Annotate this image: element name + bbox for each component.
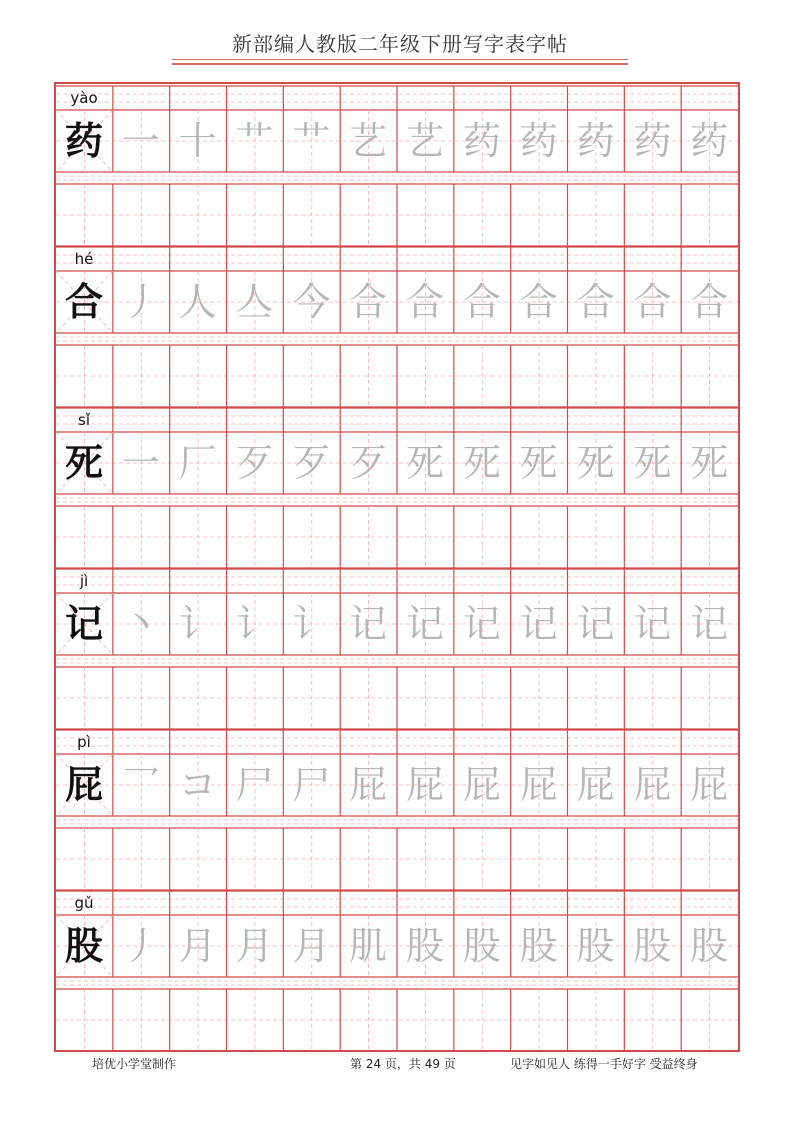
stroke-order-trace: 艹: [292, 119, 331, 163]
stroke-order-trace: 屁: [633, 763, 672, 807]
stroke-order-trace: 记: [690, 602, 729, 646]
stroke-order-trace: 记: [633, 602, 672, 646]
stroke-order-trace: 一: [121, 119, 160, 163]
stroke-order-trace: 合: [576, 280, 615, 324]
stroke-order-trace: 股: [519, 924, 558, 968]
stroke-order-trace: 肌: [349, 924, 388, 968]
footer-slogan: 见字如见人 练得一手好字 受益终身: [510, 1057, 698, 1071]
pinyin-label: hé: [74, 250, 94, 268]
stroke-order-trace: 记: [462, 602, 501, 646]
stroke-order-trace: 屁: [576, 763, 615, 807]
stroke-order-trace: 合: [405, 280, 444, 324]
stroke-order-trace: 歹: [292, 441, 331, 485]
model-character: 股: [64, 923, 103, 968]
stroke-order-trace: 股: [405, 924, 444, 968]
stroke-order-trace: 记: [576, 602, 615, 646]
pinyin-label: pì: [77, 733, 91, 751]
stroke-order-trace: 药: [462, 119, 501, 163]
stroke-order-trace: 合: [633, 280, 672, 324]
stroke-order-trace: 歹: [235, 441, 274, 485]
stroke-order-trace: 艺: [405, 119, 444, 163]
stroke-order-trace: 屁: [462, 763, 501, 807]
footer-maker: 培优小学堂制作: [92, 1057, 177, 1071]
model-character: 药: [64, 118, 103, 163]
stroke-order-trace: 死: [633, 441, 672, 485]
stroke-order-trace: 屁: [690, 763, 729, 807]
page-title: 新部编人教版二年级下册写字表字帖: [232, 32, 568, 56]
stroke-order-trace: 药: [519, 119, 558, 163]
practice-sheet: [54, 82, 740, 1052]
title-rule-bottom: [172, 63, 628, 65]
model-character: 屁: [64, 762, 103, 807]
model-character: 死: [64, 440, 103, 485]
stroke-order-trace: 丶: [121, 602, 160, 646]
stroke-order-trace: 尸: [235, 763, 274, 807]
stroke-order-trace: 讠: [235, 602, 274, 646]
stroke-order-trace: 药: [633, 119, 672, 163]
stroke-order-trace: 艹: [235, 119, 274, 163]
stroke-order-trace: コ: [178, 763, 217, 807]
stroke-order-trace: 一: [121, 441, 160, 485]
stroke-order-trace: 月: [178, 924, 217, 968]
pinyin-label: yào: [70, 89, 98, 107]
stroke-order-trace: 死: [462, 441, 501, 485]
stroke-order-trace: 厂: [178, 441, 217, 485]
model-character: 合: [64, 279, 103, 324]
stroke-order-trace: 死: [405, 441, 444, 485]
pinyin-label: gǔ: [74, 894, 94, 912]
stroke-order-trace: 今: [292, 280, 331, 324]
stroke-order-trace: 乛: [121, 763, 160, 807]
model-character: 记: [64, 601, 103, 646]
stroke-order-trace: 死: [576, 441, 615, 485]
stroke-order-trace: 股: [633, 924, 672, 968]
stroke-order-trace: 股: [462, 924, 501, 968]
stroke-order-trace: 讠: [292, 602, 331, 646]
stroke-order-trace: 死: [519, 441, 558, 485]
stroke-order-trace: 记: [405, 602, 444, 646]
title-rule-top: [172, 59, 628, 60]
stroke-order-trace: 屁: [405, 763, 444, 807]
stroke-order-trace: 艺: [349, 119, 388, 163]
stroke-order-trace: 合: [519, 280, 558, 324]
stroke-order-trace: 月: [292, 924, 331, 968]
footer-page-number: 第 24 页，共 49 页: [350, 1057, 456, 1071]
stroke-order-trace: 尸: [292, 763, 331, 807]
pinyin-label: jì: [79, 572, 89, 590]
stroke-order-trace: 药: [690, 119, 729, 163]
stroke-order-trace: 丿: [121, 924, 160, 968]
stroke-order-trace: 丿: [121, 280, 160, 324]
stroke-order-trace: 记: [349, 602, 388, 646]
stroke-order-trace: 歹: [349, 441, 388, 485]
stroke-order-trace: 股: [576, 924, 615, 968]
stroke-order-trace: 药: [576, 119, 615, 163]
stroke-order-trace: 人: [178, 280, 217, 324]
stroke-order-trace: 屁: [349, 763, 388, 807]
stroke-order-trace: 屁: [519, 763, 558, 807]
stroke-order-trace: 亼: [235, 280, 274, 324]
stroke-order-trace: 合: [462, 280, 501, 324]
stroke-order-trace: 记: [519, 602, 558, 646]
stroke-order-trace: 合: [349, 280, 388, 324]
stroke-order-trace: 十: [178, 119, 217, 163]
stroke-order-trace: 死: [690, 441, 729, 485]
stroke-order-trace: 合: [690, 280, 729, 324]
stroke-order-trace: 讠: [178, 602, 217, 646]
stroke-order-trace: 股: [690, 924, 729, 968]
stroke-order-trace: 月: [235, 924, 274, 968]
pinyin-label: sǐ: [78, 411, 90, 429]
tian-ge-grid: [56, 84, 738, 1050]
